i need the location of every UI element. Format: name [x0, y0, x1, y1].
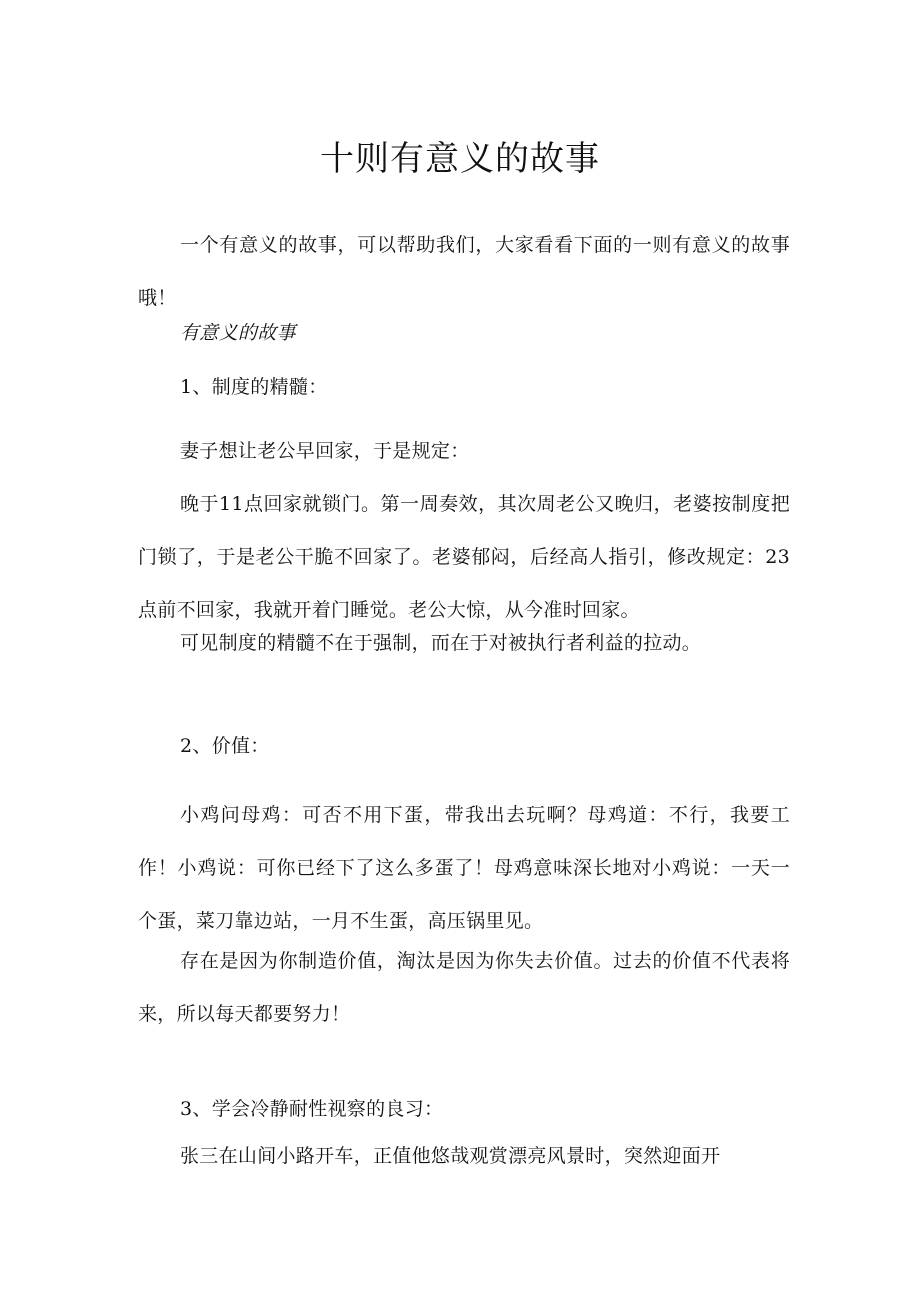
section-3-paragraph-1: 张三在山间小路开车，正值他悠哉观赏漂亮风景时，突然迎面开 — [180, 1145, 721, 1167]
section-1-paragraph-2: 晚于11点回家就锁门。第一周奏效，其次周老公又晚归，老婆按制度把门锁了，于是老公干脆不回家了。老婆郁闷，后经高人指引，修改规定：23点前不回家，我就开着门睡觉。老公大惊，从今准时回家。 — [138, 493, 790, 621]
section-3-heading: 3、学会冷静耐性视察的良习： — [180, 1098, 444, 1120]
section-1-paragraph-3: 可见制度的精髓不在于强制，而在于对被执行者利益的拉动。 — [180, 632, 702, 654]
section-2-heading: 2、价值： — [180, 735, 270, 757]
section-2-paragraph-1: 小鸡问母鸡：可否不用下蛋，带我出去玩啊？母鸡道：不行，我要工作！小鸡说：可你已经下了这么多蛋了！母鸡意味深长地对小鸡说：一天一个蛋，菜刀靠边站，一月不生蛋，高压锅里见。 — [138, 804, 790, 932]
section-1-heading: 1、制度的精髓： — [180, 376, 328, 398]
intro-paragraph: 一个有意义的故事，可以帮助我们，大家看看下面的一则有意义的故事哦！ — [138, 234, 790, 309]
section-1-paragraph-1: 妻子想让老公早回家，于是规定： — [180, 440, 470, 462]
section-2-paragraph-2: 存在是因为你制造价值，淘汰是因为你失去价值。过去的价值不代表将来，所以每天都要努力！ — [138, 950, 790, 1025]
subtitle: 有意义的故事 — [180, 322, 296, 344]
document-title: 十则有意义的故事 — [320, 139, 600, 179]
